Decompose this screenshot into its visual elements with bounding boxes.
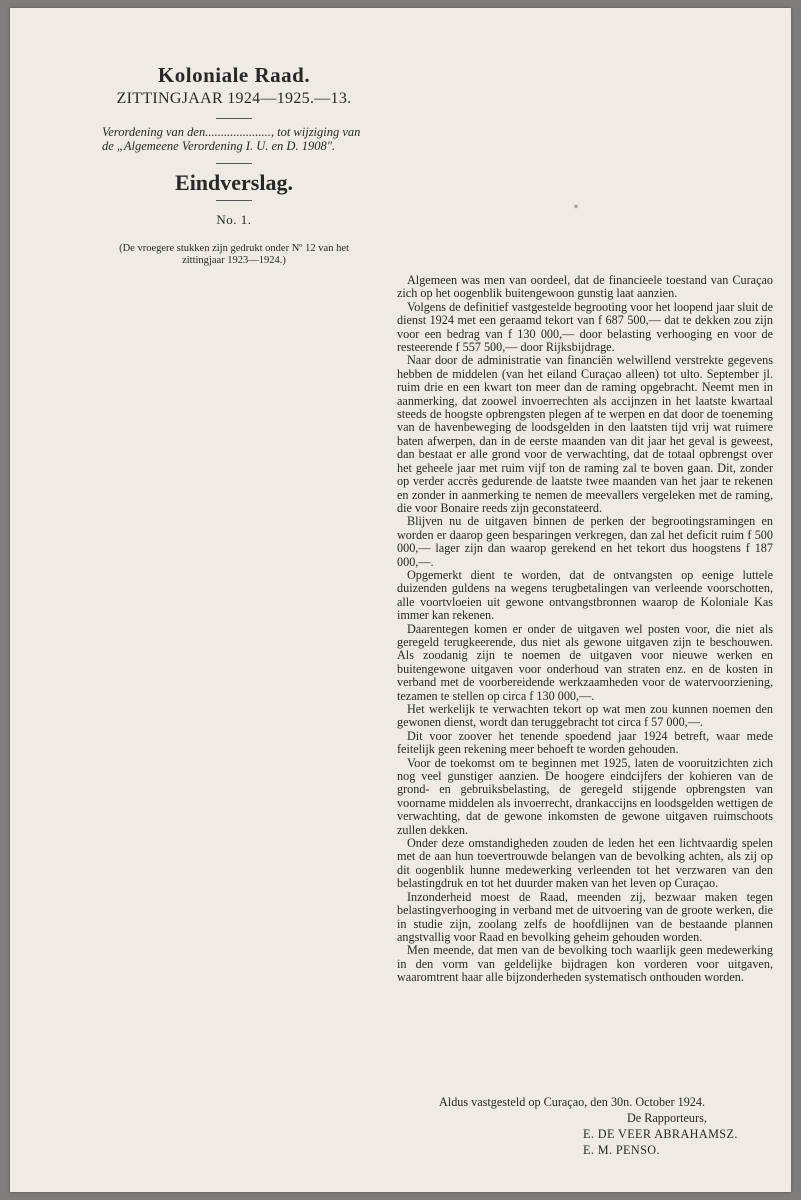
previous-documents-note: (De vroegere stukken zijn gedrukt onder Nº 12 van het zittingjaar 1923—1924.): [119, 243, 349, 266]
report-number: No. 1.: [216, 212, 252, 227]
divider: [216, 118, 252, 119]
paragraph: Naar door de administratie van financiën welwillend verstrekte gegevens hebben de middelen (van het eiland Curaçao alleen) tot ulto. September jl. ruim drie en een kwart ton meer dan de raming opgebracht. Neemt men in aanmerking, dat zoowel invoerrechten als accijnzen in het laatste kwartaal steeds de hoogste opbrengsten plegen af te werpen en dat door de toeneming van de havenbeweging de loodsgelden in den laatsten tijd vrij wat ruimere baten afwerpen, dan in de eerste maanden van dit jaar het geval is geweest, dan bestaat er alle grond voor de verwachting, dat de totaal opbrengst over het geheele jaar met ruim vijf ton de raming zal te boven gaan. Dit, zonder op verder accrès gedurende de laatste twee maanden van het jaar te rekenen en zonder in aanmerking te nemen de meevallers vergeleken met de raming, die voor Bonaire reeds zijn geconstateerd.: [397, 353, 773, 515]
paragraph: Opgemerkt dient te worden, dat de ontvangsten op eenige luttele duizenden guldens na wegens terugbetalingen van verleende voorschotten, alle voortvloeien uit gewone ontvangstbronnen waarop de Koloniale Kas immer kan rekenen.: [397, 567, 773, 623]
session-year: ZITTINGJAAR 1924—1925.—13.: [116, 90, 352, 107]
date-line: Aldus vastgesteld op Curaçao, den 30n. October 1924.: [439, 1095, 706, 1109]
paragraph: Onder deze omstandigheden zouden de leden het een lichtvaardig spelen met de aan hun toevertrouwde belangen van de bevolking achten, als zij op dit oogenblik hunne medewerking verleenden tot het verzwaren van den belastingdruk en tot het duurder maken van het leven op Curaçao.: [397, 836, 773, 891]
document-page: [10, 8, 791, 1192]
print-mark: *: [574, 204, 578, 213]
paragraph: Blijven nu de uitgaven binnen de perken der begrootingsramingen en worden er daarop geen besparingen verkregen, dan zal het deficit ruim f 500 000,— lager zijn dan waarop gerekend en het tekort dus hoogstens f 187 000,—.: [397, 514, 773, 569]
paragraph: Inzonderheid moest de Raad, meenden zij, bezwaar maken tegen belastingverhooging in verband met de uitvoering van de groote werken, die in studie zijn, zoolang zelfs de hoofdlijnen van de bestaande plannen angstvallig voor Raad en bevolking geheim gehouden worden.: [397, 889, 773, 944]
paragraph: Algemeen was men van oordeel, dat de financieele toestand van Curaçao zich op het oogenblik buitengewoon gunstig laat aanzien.: [397, 273, 773, 301]
council-title: Koloniale Raad.: [157, 63, 311, 87]
paragraph: Volgens de definitief vastgestelde begrooting voor het loopend jaar sluit de dienst 1924 met een geraamd tekort van f 687 500,— dat te dekken zou zijn voor een bedrag van f 130 000,— door belasting verhooging en voor de resteerende f 557 500,— door Rijksbijdrage.: [397, 299, 773, 355]
report-body: [397, 274, 773, 985]
closing-block: [397, 1094, 773, 1158]
paragraph: Het werkelijk te verwachten tekort op wat men zou kunnen noemen den gewonen dienst, wordt dan teruggebracht tot circa f 57 000,—.: [397, 702, 773, 730]
paragraph: Daarentegen komen er onder de uitgaven wel posten voor, die niet als geregeld terugkeerende, dus niet als gewone uitgaven zijn te beschouwen. Als zoodanig zijn te noemen de uitgaven voor nieuwe werken en buitengewone uitgaven voor onderhoud van straten enz. en de kosten in verband met de voorbereidende werkzaamheden voor de watervoorziening, tezamen te stellen op circa f 130 000,—.: [397, 621, 773, 703]
paragraph: Men meende, dat men van de bevolking toch waarlijk geen medewerking in den vorm van geldelijke bijdragen kon vorderen voor uitgaven, waaromtrent haar alle bijzonderheden systematisch onthouden worden.: [397, 943, 773, 985]
paragraph: Dit voor zoover het tenende spoedend jaar 1924 betreft, waar mede feitelijk geen rekening meer behoeft te worden gehouden.: [397, 728, 773, 757]
document-header: [100, 64, 368, 267]
signatory: E. DE VEER ABRAHAMSZ.: [583, 1127, 738, 1141]
divider: [216, 163, 252, 164]
divider: [216, 200, 252, 201]
ordinance-subject: Verordening van den....................., tot wijziging van de „Algemeene Verordening I. U. en D. 1908".: [102, 125, 361, 153]
paragraph: Voor de toekomst om te beginnen met 1925, laten de vooruitzichten zich nog veel gunstiger aanzien. De hoogere eindcijfers der kohieren van de grond- en gebruiksbelasting, de geregeld stijgende opbrengsten van voorname middelen als invoerrecht, drankaccijns en loodsgelden wettigen de verwachting, dat de gewone inkomsten de gewone uitgaven ruimschoots zullen dekken.: [397, 755, 773, 837]
report-title: Eindverslag.: [175, 170, 293, 195]
signatory: E. M. PENSO.: [583, 1143, 660, 1157]
rapporteurs-label: De Rapporteurs,: [627, 1111, 707, 1125]
